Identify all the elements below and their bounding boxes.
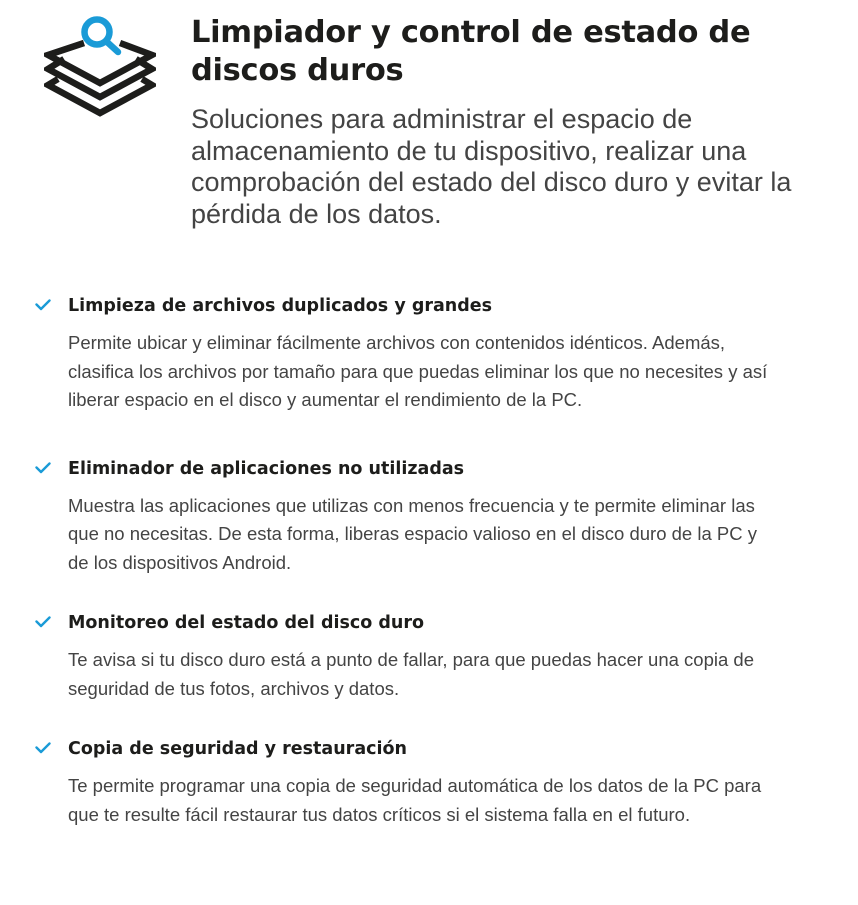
feature-description: Permite ubicar y eliminar fácilmente archivos con contenidos idénticos. Además, clasifica los archivos por tamaño para que puedas eliminar los que no necesites y así liberar espacio en el disco y aumentar el rendimiento de la PC. [68,332,768,410]
page-subtitle: Soluciones para administrar el espacio de almacenamiento de tu dispositivo, realizar una comprobación del estado del disco duro y evitar la pérdida de los datos. [191,104,792,229]
feature-item-disk-health [0,609,858,703]
feature-item-backup-restore [0,735,858,829]
feature-title: Copia de seguridad y restauración [68,739,407,759]
feature-title: Monitoreo del estado del disco duro [68,613,425,633]
feature-description: Te permite programar una copia de seguridad automática de los datos de la PC para que te resulte fácil restaurar tus datos críticos si el sistema falla en el futuro. [68,775,762,825]
checkmark-icon [35,299,51,311]
feature-item-duplicate-cleaner [0,292,858,415]
feature-description: Muestra las aplicaciones que utilizas con menos frecuencia y te permite eliminar las que no necesitas. De esta forma, liberas espacio valioso en el disco duro de la PC y de los dispositivos Android. [68,494,757,573]
checkmark-icon [35,462,51,474]
feature-description: Te avisa si tu disco duro está a punto de fallar, para que puedas hacer una copia de seguridad de tus fotos, archivos y datos. [68,649,754,699]
feature-list [0,292,858,829]
feature-title: Eliminador de aplicaciones no utilizadas [68,458,465,479]
page-title: Limpiador y control de estado de discos duros [191,15,751,88]
header [191,14,855,230]
feature-item-unused-apps [0,455,858,578]
checkmark-icon [35,742,51,754]
checkmark-icon [35,616,51,628]
feature-title: Limpieza de archivos duplicados y grandes [68,296,493,316]
layers-search-icon [44,13,156,121]
